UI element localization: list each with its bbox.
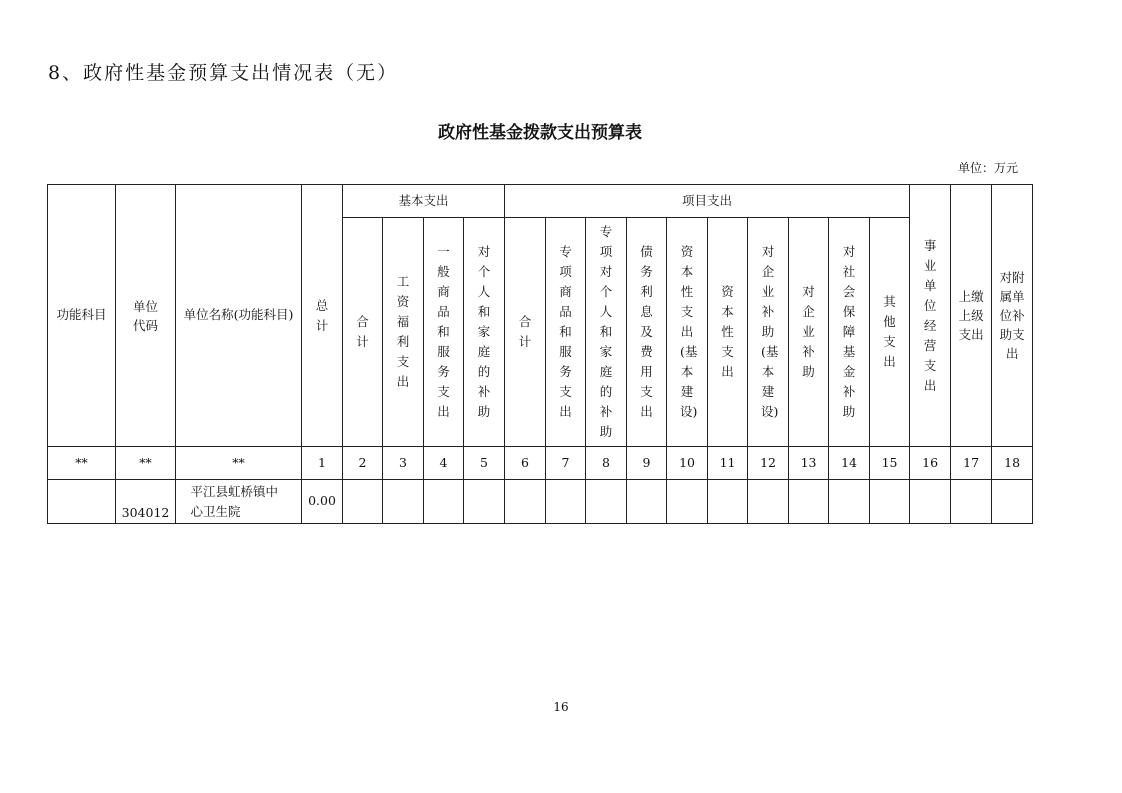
header-xm-qiye: 对企业补助 — [789, 218, 829, 447]
header-xm-ziben-jb: 资本性支出(基本建设) — [667, 218, 708, 447]
cell-empty — [505, 480, 546, 524]
header-fushu-buzhu: 对附属单位补助支出 — [992, 185, 1033, 447]
section-heading: 8、政府性基金预算支出情况表（无） — [48, 62, 399, 84]
header-danwei-daima: 单位代码 — [116, 185, 176, 447]
unit-label: 单位：万元 — [958, 161, 1019, 175]
index-cell: 1 — [302, 447, 343, 480]
cell-gongneng-kemu — [48, 480, 116, 524]
cell-empty — [992, 480, 1033, 524]
table-title: 政府性基金拨款支出预算表 — [438, 123, 642, 143]
header-xm-zhuanxiang: 专项商品和服务支出 — [546, 218, 586, 447]
index-cell: ** — [48, 447, 116, 480]
index-cell: 13 — [789, 447, 829, 480]
cell-empty — [708, 480, 748, 524]
header-xm-zhaiwu: 债务利息及费用支出 — [627, 218, 667, 447]
index-cell: 17 — [951, 447, 992, 480]
index-cell: 14 — [829, 447, 870, 480]
cell-empty — [464, 480, 505, 524]
index-cell: 8 — [586, 447, 627, 480]
header-zongji: 总计 — [302, 185, 343, 447]
cell-empty — [870, 480, 910, 524]
index-cell: 10 — [667, 447, 708, 480]
index-cell: 7 — [546, 447, 586, 480]
index-cell: ** — [176, 447, 302, 480]
header-shangjiao: 上缴上级支出 — [951, 185, 992, 447]
header-jb-yiban: 一般商品和服务支出 — [424, 218, 464, 447]
index-cell: 16 — [910, 447, 951, 480]
cell-empty — [829, 480, 870, 524]
header-xm-heji: 合计 — [505, 218, 546, 447]
cell-empty — [667, 480, 708, 524]
budget-table — [47, 184, 1033, 524]
index-cell: 9 — [627, 447, 667, 480]
index-cell: 5 — [464, 447, 505, 480]
index-cell: 2 — [343, 447, 383, 480]
page-number: 16 — [553, 700, 569, 714]
index-cell: 18 — [992, 447, 1033, 480]
header-xm-ziben: 资本性支出 — [708, 218, 748, 447]
index-cell: 12 — [748, 447, 789, 480]
cell-empty — [343, 480, 383, 524]
cell-empty — [546, 480, 586, 524]
index-cell: 15 — [870, 447, 910, 480]
cell-empty — [383, 480, 424, 524]
header-xm-qita: 其他支出 — [870, 218, 910, 447]
cell-danwei-mingcheng: 平江县虹桥镇中心卫生院 — [176, 480, 302, 524]
cell-empty — [789, 480, 829, 524]
header-jb-heji: 合计 — [343, 218, 383, 447]
header-xm-geren: 专项对个人和家庭的补助 — [586, 218, 627, 447]
cell-empty — [586, 480, 627, 524]
cell-danwei-daima: 304012 — [116, 480, 176, 524]
header-xm-qiye-jb: 对企业补助(基本建设) — [748, 218, 789, 447]
cell-zongji: 0.00 — [302, 480, 343, 524]
header-xm-shebao: 对社会保障基金补助 — [829, 218, 870, 447]
header-jb-gongzi: 工资福利支出 — [383, 218, 424, 447]
header-danwei-mingcheng: 单位名称(功能科目) — [176, 185, 302, 447]
table-row — [48, 480, 1033, 524]
index-cell: 6 — [505, 447, 546, 480]
index-cell: 4 — [424, 447, 464, 480]
cell-empty — [748, 480, 789, 524]
index-cell: 11 — [708, 447, 748, 480]
cell-empty — [910, 480, 951, 524]
cell-empty — [424, 480, 464, 524]
index-cell: 3 — [383, 447, 424, 480]
header-xiangmu-zhichu: 项目支出 — [505, 185, 910, 218]
cell-empty — [951, 480, 992, 524]
index-cell: ** — [116, 447, 176, 480]
header-gongneng-kemu: 功能科目 — [48, 185, 116, 447]
cell-empty — [627, 480, 667, 524]
header-jb-geren: 对个人和家庭的补助 — [464, 218, 505, 447]
index-row — [48, 447, 1033, 480]
header-shiye-jingying: 事业单位经营支出 — [910, 185, 951, 447]
header-jiben-zhichu: 基本支出 — [343, 185, 505, 218]
